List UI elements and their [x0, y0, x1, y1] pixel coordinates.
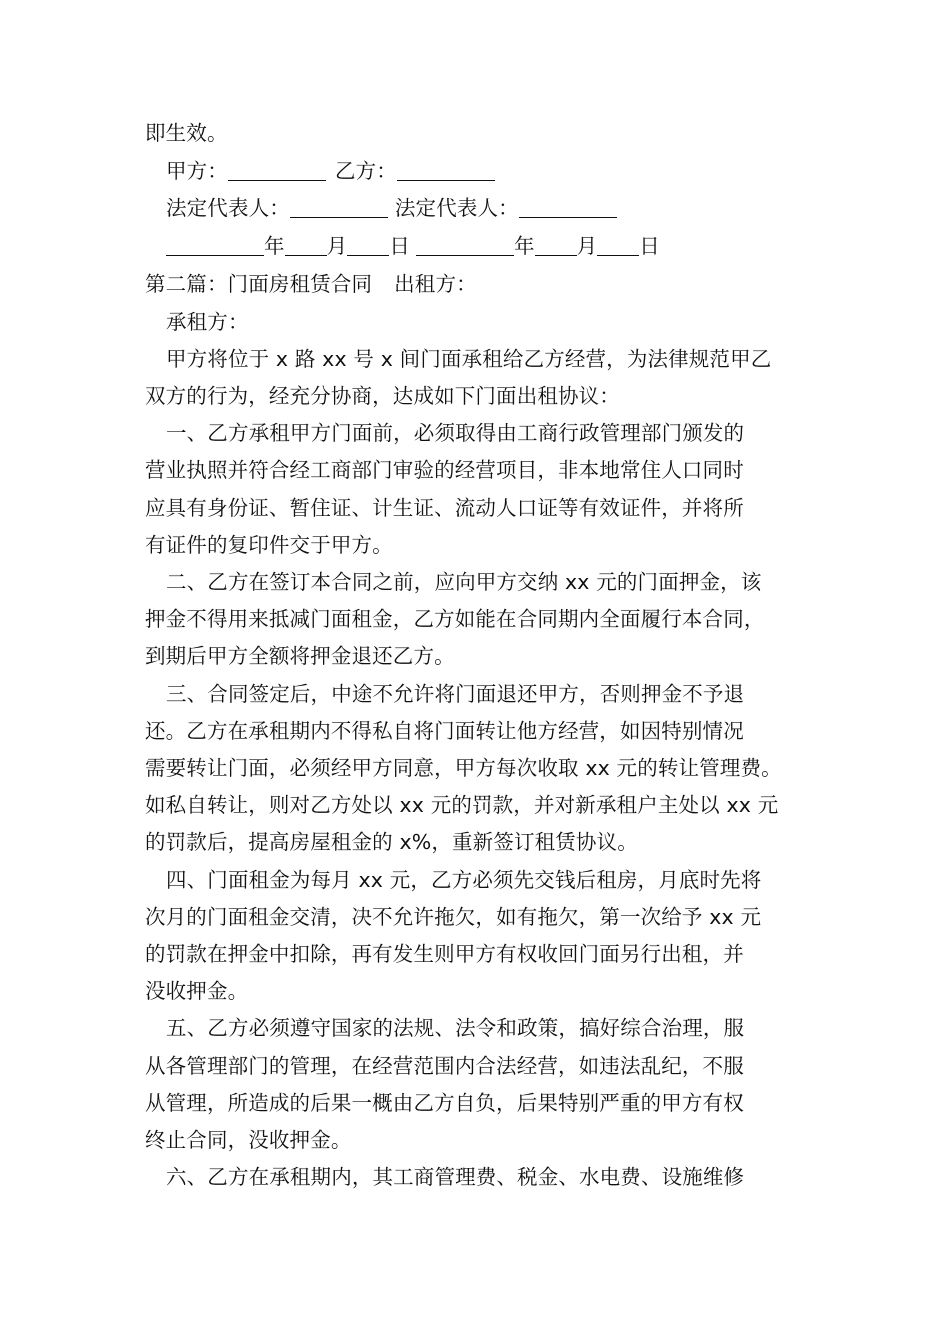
date-a-day-blank[interactable]: [347, 238, 389, 256]
party-b-blank[interactable]: [397, 163, 495, 181]
clause-5-line: 从各管理部门的管理，在经营范围内合法经营，如违法乱纪，不服: [145, 1054, 744, 1078]
date-line: 年 月 日 年 月 日: [166, 234, 660, 258]
clause-4-line: 的罚款在押金中扣除，再有发生则甲方有权收回门面另行出租，并: [145, 942, 744, 966]
date-b-year-blank[interactable]: [416, 238, 514, 256]
effective-clause-tail: 即生效。: [145, 121, 228, 145]
lessor-label: 出租方：: [394, 272, 477, 296]
clause-1-line: 应具有身份证、暂住证、计生证、流动人口证等有效证件，并将所: [145, 496, 744, 520]
date-b-day-blank[interactable]: [597, 238, 639, 256]
clause-3-line: 三、合同签定后，中途不允许将门面退还甲方，否则押金不予退: [166, 682, 745, 706]
party-b-label: 乙方：: [334, 159, 397, 183]
legal-rep-b-label: 法定代表人：: [394, 196, 519, 220]
clause-1-line: 有证件的复印件交于甲方。: [145, 533, 393, 557]
legal-rep-a-label: 法定代表人：: [166, 196, 290, 220]
clause-4-line: 次月的门面租金交清，决不允许拖欠，如有拖欠，第一次给予 xx 元: [145, 905, 762, 929]
clause-4-line: 四、门面租金为每月 xx 元，乙方必须先交钱后租房，月底时先将: [166, 868, 762, 892]
party-a-blank[interactable]: [228, 163, 326, 181]
clause-2-line: 押金不得用来抵减门面租金，乙方如能在合同期内全面履行本合同，: [145, 607, 765, 631]
clause-2-line: 二、乙方在签订本合同之前，应向甲方交纳 xx 元的门面押金，该: [166, 570, 762, 594]
clause-1-line: 一、乙方承租甲方门面前，必须取得由工商行政管理部门颁发的: [166, 421, 745, 445]
date-a-year-blank[interactable]: [166, 238, 264, 256]
clause-5-line: 五、乙方必须遵守国家的法规、法令和政策，搞好综合治理，服: [166, 1016, 745, 1040]
clause-3-line: 如私自转让，则对乙方处以 xx 元的罚款，并对新承租户主处以 xx 元: [145, 793, 779, 817]
section-heading-line: [145, 272, 477, 296]
clause-4-line: 没收押金。: [145, 979, 249, 1003]
clause-1-line: 营业执照并符合经工商部门审验的经营项目，非本地常住人口同时: [145, 458, 744, 482]
clause-6-line: 六、乙方在承租期内，其工商管理费、税金、水电费、设施维修: [166, 1165, 745, 1189]
intro-line: 双方的行为，经充分协商，达成如下门面出租协议：: [145, 384, 620, 408]
clause-2-line: 到期后甲方全额将押金退还乙方。: [145, 644, 455, 668]
date-a-month-blank[interactable]: [285, 238, 327, 256]
party-a-label: 甲方：: [166, 159, 228, 183]
lessee-label: 承租方：: [166, 310, 249, 334]
legal-rep-line: [166, 196, 617, 220]
section-heading: 第二篇：门面房租赁合同: [145, 272, 373, 296]
clause-5-line: 从管理，所造成的后果一概由乙方自负，后果特别严重的甲方有权: [145, 1091, 744, 1115]
legal-rep-b-blank[interactable]: [519, 200, 617, 218]
date-b-month-blank[interactable]: [535, 238, 577, 256]
clause-3-line: 需要转让门面，必须经甲方同意，甲方每次收取 xx 元的转让管理费。: [145, 756, 782, 780]
clause-3-line: 还。乙方在承租期内不得私自将门面转让他方经营，如因特别情况: [145, 719, 744, 743]
party-signature-line: [166, 159, 495, 183]
clause-5-line: 终止合同，没收押金。: [145, 1128, 352, 1152]
intro-line: 甲方将位于 x 路 xx 号 x 间门面承租给乙方经营，为法律规范甲乙: [166, 347, 772, 371]
legal-rep-a-blank[interactable]: [290, 200, 388, 218]
clause-3-line: 的罚款后，提高房屋租金的 x%，重新签订租赁协议。: [145, 830, 638, 854]
